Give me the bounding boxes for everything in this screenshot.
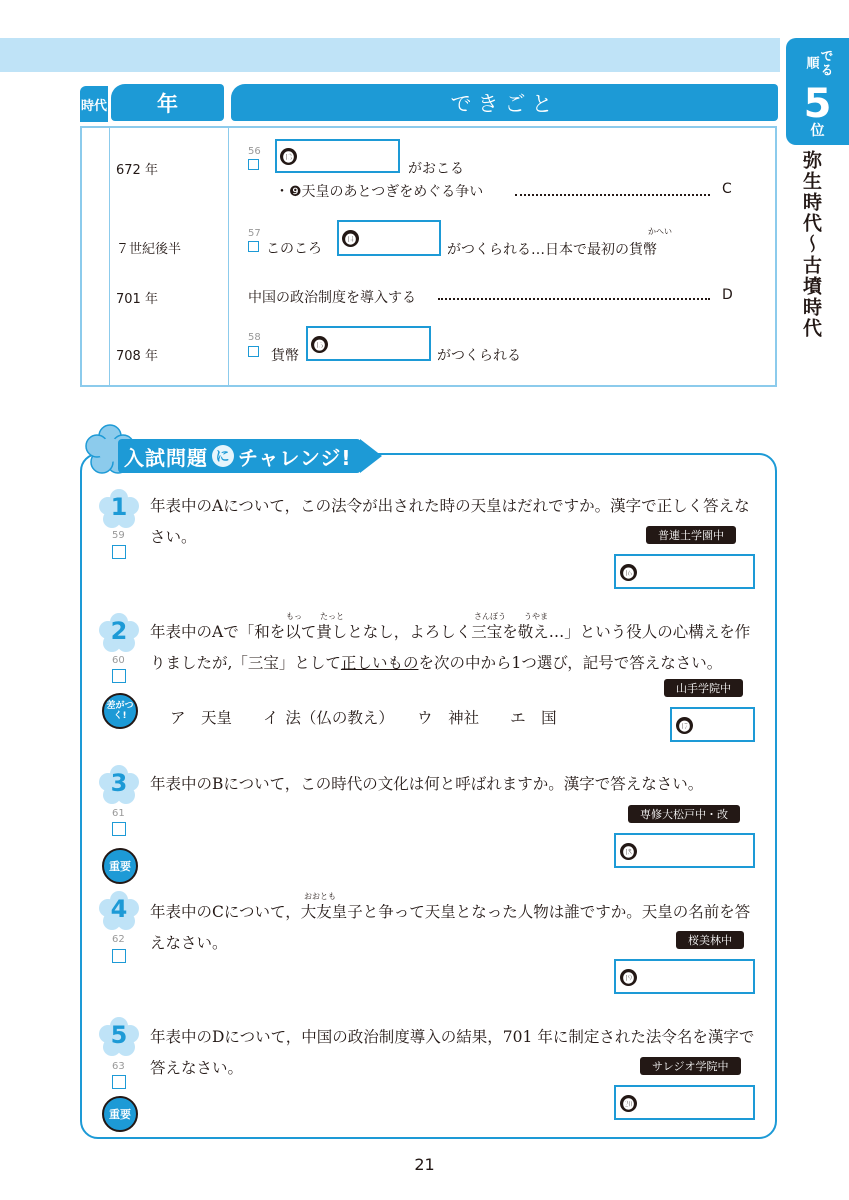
- event-subtext: ・❾天皇のあとつぎをめぐる争い: [275, 184, 484, 200]
- question-number: 1: [110, 493, 128, 521]
- rank-prefix: でる順: [803, 49, 833, 77]
- check-number: 63: [112, 1061, 125, 1072]
- question-text-a: 年表中のAで「和を以て貴しとなし，よろしく三宝を敬え…」という役人の心構えを作りましたが,「三宝」として: [150, 623, 751, 672]
- question-text: 年表中のDについて，中国の政治制度導入の結果，701 年に制定された法令名を漢字で答えなさい。: [150, 1028, 755, 1077]
- event-text: 貨幣: [271, 348, 299, 364]
- rank-suffix: 位: [810, 123, 825, 139]
- check-number: 62: [112, 934, 125, 945]
- check-number: 57: [248, 228, 261, 239]
- review-checkbox[interactable]: [112, 822, 126, 836]
- event-text: がつくられる: [437, 348, 521, 364]
- challenge-title: [118, 439, 361, 473]
- school-label: 専修大松戸中・改: [628, 805, 740, 823]
- ruby: かへい: [648, 227, 672, 236]
- question-text: [150, 617, 760, 679]
- event-text: 中国の政治制度を導入する: [248, 290, 416, 306]
- answer-box-15[interactable]: [306, 326, 431, 361]
- school-label: 桜美林中: [676, 931, 744, 949]
- header-year: 年: [111, 84, 224, 121]
- era-label: 弥生時代〜古墳時代: [800, 150, 822, 339]
- check-number: 56: [248, 146, 261, 157]
- school-label: 普連土学園中: [646, 526, 736, 544]
- answer-number: ⓭: [280, 148, 297, 165]
- answer-number: ⓰: [620, 564, 637, 581]
- event-text: がおこる: [408, 161, 464, 177]
- badge-important: 重要: [102, 1096, 138, 1132]
- leader-dots: [515, 194, 710, 196]
- event-mark: C: [722, 181, 732, 197]
- check-number: 58: [248, 332, 261, 343]
- rank-tab: [786, 38, 849, 145]
- check-number: 61: [112, 808, 125, 819]
- check-number: 59: [112, 530, 125, 541]
- answer-number: ⓱: [676, 717, 693, 734]
- answer-choices: ア 天皇 イ 法（仏の教え） ウ 神社 エ 国: [170, 709, 557, 727]
- answer-box-13[interactable]: [275, 139, 400, 173]
- header-band: [0, 38, 780, 72]
- question-text: 年表中のAについて，この法令が出された時の天皇はだれですか。漢字で正しく答えなさい。: [150, 497, 750, 546]
- divider: [109, 128, 110, 385]
- question-number: 4: [110, 895, 128, 923]
- review-checkbox[interactable]: [112, 669, 126, 683]
- page-number: 21: [414, 1155, 435, 1174]
- answer-number: ⓳: [620, 969, 637, 986]
- review-checkbox[interactable]: [112, 949, 126, 963]
- check-number: 60: [112, 655, 125, 666]
- answer-box-20[interactable]: [614, 1085, 755, 1120]
- review-checkbox[interactable]: [248, 159, 259, 170]
- row-year: ７世紀後半: [116, 242, 182, 257]
- answer-number: ⓮: [342, 230, 359, 247]
- answer-box-18[interactable]: [614, 833, 755, 868]
- challenge-title-a: 入試問題: [124, 445, 208, 470]
- answer-number: ⓲: [620, 843, 637, 860]
- answer-box-14[interactable]: [337, 220, 441, 256]
- leader-dots: [438, 298, 710, 300]
- event-text: このころ: [266, 241, 322, 257]
- answer-box-17[interactable]: [670, 707, 755, 742]
- challenge-title-ni: に: [212, 445, 234, 467]
- header-event: できごと: [231, 84, 778, 121]
- title-arrow: [360, 439, 382, 473]
- row-year: 701 年: [116, 292, 158, 307]
- event-mark: D: [722, 287, 733, 303]
- challenge-title-b: チャレンジ!: [238, 445, 352, 470]
- question-text: 年表中のBについて，この時代の文化は何と呼ばれますか。漢字で答えなさい。: [150, 775, 704, 793]
- divider: [228, 128, 229, 385]
- review-checkbox[interactable]: [112, 1075, 126, 1089]
- question-text-underlined: 正しいもの: [340, 654, 419, 672]
- ruby: うやま: [524, 612, 548, 621]
- review-checkbox[interactable]: [112, 545, 126, 559]
- school-label: サレジオ学院中: [640, 1057, 741, 1075]
- question-number: 5: [110, 1021, 128, 1049]
- row-year: 708 年: [116, 349, 158, 364]
- review-checkbox[interactable]: [248, 346, 259, 357]
- ruby: たっと: [320, 612, 344, 621]
- answer-box-16[interactable]: [614, 554, 755, 589]
- review-checkbox[interactable]: [248, 241, 259, 252]
- rank-number: 5: [803, 81, 832, 127]
- row-year: 672 年: [116, 163, 158, 178]
- ruby: おおとも: [304, 892, 336, 901]
- answer-box-19[interactable]: [614, 959, 755, 994]
- header-era: 時代: [80, 86, 108, 122]
- question-text-b: を次の中から1つ選び，記号で答えなさい。: [418, 654, 723, 672]
- badge-important: 重要: [102, 848, 138, 884]
- school-label: 山手学院中: [664, 679, 743, 697]
- question-number: 3: [110, 769, 128, 797]
- badge-sagatsuku: 差がつく!: [102, 693, 138, 729]
- answer-number: ⓴: [620, 1095, 637, 1112]
- answer-number: ⓯: [311, 336, 328, 353]
- ruby: さんぼう: [474, 612, 506, 621]
- question-text: 年表中のCについて，大友皇子と争って天皇となった人物は誰ですか。天皇の名前を答えなさい。: [150, 903, 751, 952]
- question-number: 2: [110, 617, 128, 645]
- event-text: がつくられる…日本で最初の貨幣: [447, 242, 657, 258]
- ruby: もっ: [286, 612, 302, 621]
